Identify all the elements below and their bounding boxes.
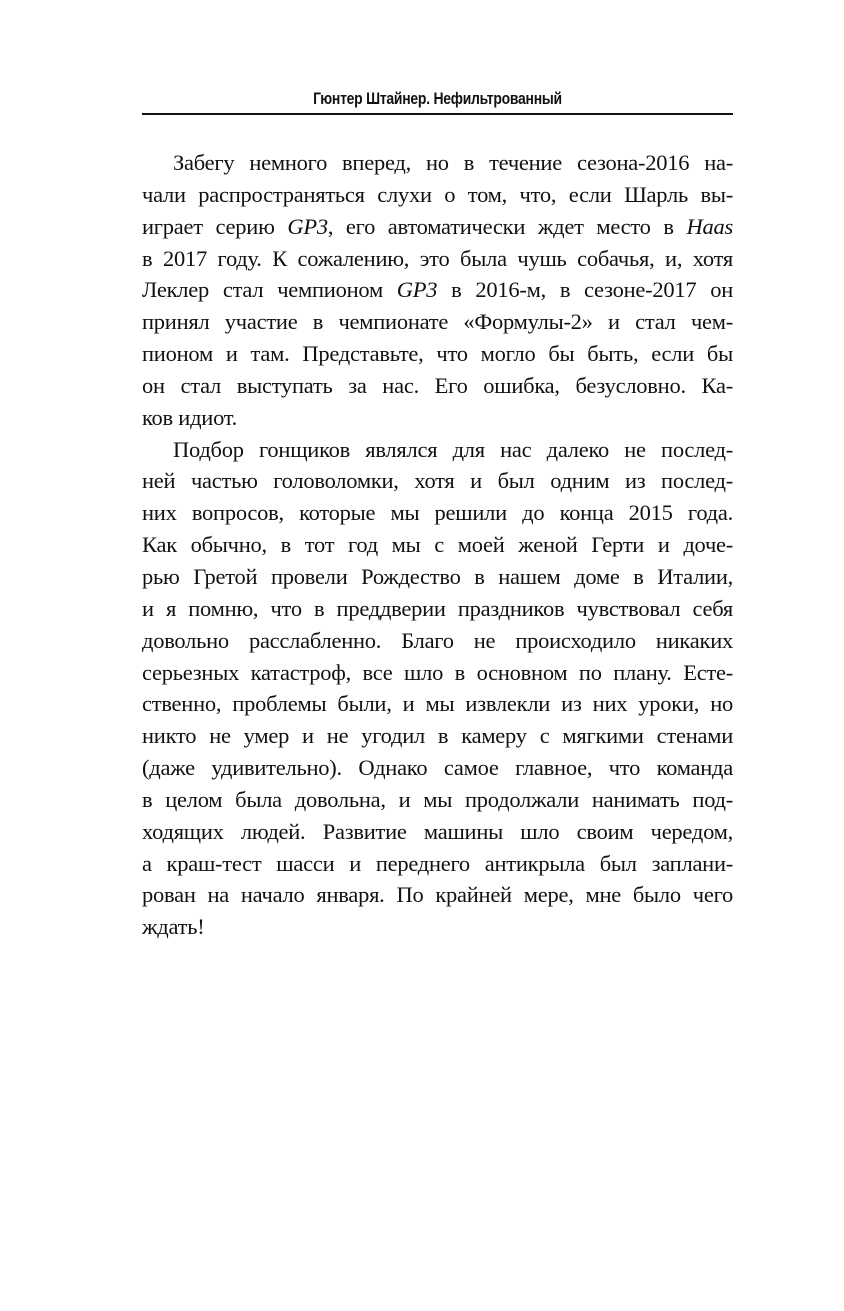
running-header-title: Гюнтер Штайнер. Нефильтрованный — [313, 89, 562, 108]
text-segment: них вопросов, которые мы решили до конца 2015 года. — [142, 500, 733, 526]
text-segment: ков идиот. — [142, 404, 238, 430]
text-segment: , его автоматически ждет место в — [327, 213, 687, 239]
text-line — [142, 434, 733, 466]
text-segment: ждать! — [142, 914, 205, 940]
text-segment: в целом была довольна, и мы продолжали нанимать под- — [142, 786, 733, 812]
text-line — [142, 402, 733, 434]
text-segment: довольно расслабленно. Благо не происходило никаких — [142, 627, 733, 653]
text-line — [142, 784, 733, 816]
text-segment: Забегу немного вперед, но в течение сезона-2016 на- — [173, 150, 733, 175]
italic-term: GP3 — [396, 277, 438, 303]
text-line — [142, 879, 733, 911]
text-segment: а краш-тест шасси и переднего антикрыла был заплани- — [142, 850, 733, 876]
text-segment: в 2017 году. К сожалению, это была чушь собачья, и, хотя — [142, 245, 733, 271]
text-segment: никто не умер и не угодил в камеру с мягкими стенами — [142, 723, 733, 749]
text-segment: Как обычно, в тот год мы с моей женой Герти и доче- — [142, 532, 733, 558]
header-rule — [142, 113, 733, 115]
text-segment: (даже удивительно). Однако самое главное, что команда — [142, 755, 733, 781]
text-line — [142, 211, 733, 243]
text-segment: Подбор гонщиков являлся для нас далеко не послед- — [173, 436, 733, 462]
text-segment: серьезных катастроф, все шло в основном по плану. Есте- — [142, 659, 733, 685]
text-segment: он стал выступать за нас. Его ошибка, безусловно. Ка- — [142, 372, 733, 398]
paragraph — [142, 434, 733, 944]
text-line — [142, 657, 733, 689]
text-segment: пионом и там. Представьте, что могло бы быть, если бы — [142, 341, 733, 367]
body-text — [142, 147, 733, 943]
text-line — [142, 147, 733, 179]
text-line — [142, 848, 733, 880]
paragraph — [142, 147, 733, 434]
text-segment: рью Гретой провели Рождество в нашем доме в Италии, — [142, 563, 733, 589]
text-line — [142, 497, 733, 529]
text-line — [142, 370, 733, 402]
text-line — [142, 561, 733, 593]
text-segment: ходящих людей. Развитие машины шло своим чередом, — [142, 818, 733, 844]
text-line — [142, 625, 733, 657]
text-line — [142, 816, 733, 848]
text-segment: играет серию — [142, 213, 288, 239]
text-line — [142, 465, 733, 497]
text-segment: ней частью головоломки, хотя и был одним из послед- — [142, 468, 733, 494]
text-line — [142, 593, 733, 625]
text-segment: принял участие в чемпионате «Формулы-2» и стал чем- — [142, 309, 733, 335]
text-segment: рован на начало января. По крайней мере, мне было чего — [142, 882, 733, 908]
text-line — [142, 720, 733, 752]
text-line — [142, 338, 733, 370]
text-segment: и я помню, что в преддверии праздников чувствовал себя — [142, 595, 733, 621]
text-segment: ственно, проблемы были, и мы извлекли из них уроки, но — [142, 691, 733, 717]
text-segment: в 2016-м, в сезоне-2017 он — [437, 277, 733, 303]
text-line — [142, 179, 733, 211]
italic-term: Haas — [686, 213, 733, 239]
text-segment: Леклер стал чемпионом — [142, 277, 397, 303]
text-line — [142, 529, 733, 561]
text-line — [142, 306, 733, 338]
italic-term: GP3 — [287, 213, 328, 239]
text-line — [142, 911, 733, 943]
text-line — [142, 274, 733, 306]
text-segment: чали распространяться слухи о том, что, если Шарль вы- — [142, 181, 733, 207]
text-line — [142, 243, 733, 275]
text-line — [142, 688, 733, 720]
text-line — [142, 752, 733, 784]
